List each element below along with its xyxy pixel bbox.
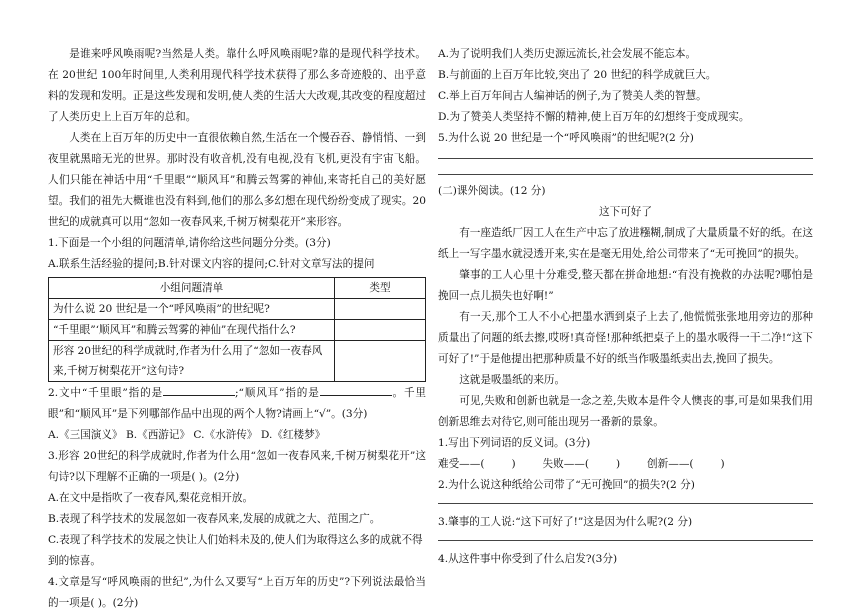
antonym-words: 难受——( ) 失败——( ) 创新——( ) xyxy=(438,458,725,470)
question-2 xyxy=(48,383,426,425)
question-1: 1.下面是一个小组的问题清单,请你给这些问题分分类。(3分) xyxy=(48,237,331,249)
story-paragraph-5: 可见,失败和创新也就是一念之差,失败本是件令人懊丧的事,可是如果我们用创新思维去对待它,则可能出现另一番新的景象。 xyxy=(438,395,813,428)
story-paragraph-3: 有一天,那个工人不小心把墨水洒到桌子上去了,他慌慌张张地用旁边的那种质量出了问题的纸去擦,哎呀!真奇怪!那种纸把桌子上的墨水吸得一干二净!“这下可好了!”于是他提出把那种质量不好的纸当作吸墨纸卖出去,挽回了损失。 xyxy=(438,311,813,365)
table-header-list: 小组问题清单 xyxy=(49,278,335,299)
answer-line[interactable] xyxy=(438,157,813,159)
table-cell-type[interactable] xyxy=(335,320,426,341)
table-cell-question: 为什么说 20 世纪是一个“呼风唤雨”的世纪呢? xyxy=(49,299,335,320)
story-paragraph-1: 有一座造纸厂因工人在生产中忘了放进糨糊,制成了大量质量不好的纸。在这纸上一写字墨水就浸透开来,实在是毫无用处,给公司带来了“无可挽回”的损失。 xyxy=(438,227,813,260)
table-header-type: 类型 xyxy=(335,278,426,299)
question-2-options: A.《三国演义》 B.《西游记》 C.《水浒传》 D.《红楼梦》 xyxy=(48,429,326,441)
answer-blank[interactable] xyxy=(320,395,392,396)
question-4-option-a: A.为了说明我们人类历史源远流长,社会发展不能忘本。 xyxy=(438,48,697,60)
table-cell-type[interactable] xyxy=(335,341,426,382)
question-3: 3.形容 20世纪的科学成就时,作者为什么用“忽如一夜春风来,千树万树梨花开”这句诗?以下理解不正确的一项是( )。(2分) xyxy=(48,450,426,483)
table-row xyxy=(49,299,426,320)
sub-question-4: 4.从这件事中你受到了什么启发?(3分) xyxy=(438,553,618,565)
section-2-heading: (二)课外阅读。(12 分) xyxy=(438,185,546,197)
story-paragraph-2: 肇事的工人心里十分难受,整天都在拼命地想:“有没有挽救的办法呢?哪怕是挽回一点儿损失也好啊!” xyxy=(438,269,813,302)
question-4-option-c: C.举上百万年间古人编神话的例子,为了赞美人类的智慧。 xyxy=(438,90,707,102)
table-cell-question: “千里眼”‘顺风耳”和腾云驾雾的神仙”在现代指什么? xyxy=(49,320,335,341)
sub-question-1: 1.写出下列词语的反义词。(3分) xyxy=(438,437,591,449)
passage-paragraph-2: 人类在上百万年的历史中一直很依赖自然,生活在一个慢吞吞、静悄悄、一到夜里就黑暗无光的世界。那时没有收音机,没有电视,没有飞机,更没有宇宙飞船。人们只能在神话中用“千里眼”“顺风耳”和腾云驾雾的神仙,来寄托自己的美好愿望。我们的祖先大概谁也没有料到,他们的那么多幻想在现代纷纷变成了现实。20 世纪的成就真可以用“忽如一夜春风来,千树万树梨花开”来形容。 xyxy=(48,132,426,228)
story-title: 这下可好了 xyxy=(599,206,652,218)
right-column xyxy=(438,44,813,570)
passage-paragraph-1: 是谁来呼风唤雨呢?当然是人类。靠什么呼风唤雨呢?靠的是现代科学技术。在 20世纪 100年时间里,人类利用现代科学技术获得了那么多奇迹般的、出乎意料的发现和发明。正是这些发现和发明,使人类的生活大大改观,其改变的程度超过了人类历史上上百万年的总和。 xyxy=(48,48,426,123)
table-header-row xyxy=(49,278,426,299)
question-2-part-c: 。千里眼”和“顺风耳”是下列哪部作品中出现的两个人物?请画上“√”。(3分) xyxy=(48,387,426,420)
story-paragraph-4: 这就是吸墨纸的来历。 xyxy=(459,374,566,386)
answer-line[interactable] xyxy=(438,173,813,175)
left-column xyxy=(48,44,426,614)
question-5: 5.为什么说 20 世纪是一个“呼风唤雨”的世纪呢?(2 分) xyxy=(438,132,694,144)
question-list-table xyxy=(48,277,426,382)
question-3-option-c: C.表现了科学技术的发展之快让人们始料未及的,使人们为取得这么多的成就不得到的惊喜。 xyxy=(48,534,423,567)
question-4: 4.文章是写“呼风唤雨的世纪”,为什么又要写“上百万年的历史”?下列说法最恰当的一项是( )。(2分) xyxy=(48,576,426,609)
question-3-option-a: A.在文中是指吹了一夜春风,梨花竞相开放。 xyxy=(48,492,254,504)
question-4-option-d: D.为了赞美人类坚持不懈的精神,使上百万年的幻想终于变成现实。 xyxy=(438,111,750,123)
question-2-part-b: ;“顺风耳”指的是 xyxy=(234,387,320,399)
table-cell-question: 形容 20世纪的科学成就时,作者为什么用了“忽如一夜春风来,千树万树梨花开”这句诗? xyxy=(49,341,335,382)
table-row xyxy=(49,341,426,382)
question-3-option-b: B.表现了科学技术的发展忽如一夜春风来,发展的成就之大、范围之广。 xyxy=(48,513,381,525)
answer-line[interactable] xyxy=(438,502,813,504)
table-row xyxy=(49,320,426,341)
sub-question-3: 3.肇事的工人说:“这下可好了!”这是因为什么呢?(2 分) xyxy=(438,516,693,528)
answer-line[interactable] xyxy=(438,539,813,541)
question-2-part-a: 2.文中“千里眼”指的是 xyxy=(48,387,163,399)
answer-blank[interactable] xyxy=(163,395,235,396)
question-1-options: A.联系生活经验的提问;B.针对课文内容的提问;C.针对文章写法的提问 xyxy=(48,258,375,270)
table-cell-type[interactable] xyxy=(335,299,426,320)
question-4-option-b: B.与前面的上百万年比较,突出了 20 世纪的科学成就巨大。 xyxy=(438,69,717,81)
sub-question-2: 2.为什么说这种纸给公司带了“无可挽回”的损失?(2 分) xyxy=(438,479,695,491)
